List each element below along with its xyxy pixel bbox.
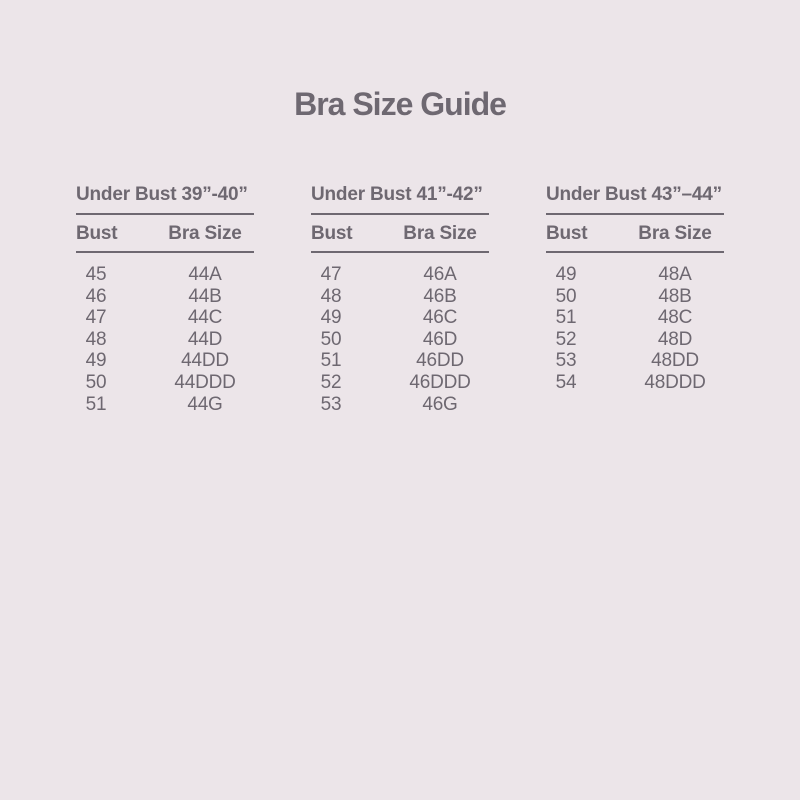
table-row — [76, 350, 254, 372]
table-row — [311, 372, 489, 394]
bra-size-value: 48D — [657, 328, 693, 350]
bra-size-value: 44A — [188, 264, 222, 285]
table-row — [311, 264, 489, 286]
size-table-underbust-39-40 — [76, 185, 254, 415]
bra-size-value: 44G — [187, 393, 223, 415]
table-row — [546, 329, 724, 351]
bra-size-value: 48DD — [651, 350, 699, 372]
column-header-bra-size: Bra Size — [403, 223, 477, 244]
bra-size-value: 46B — [423, 285, 457, 307]
bust-value: 51 — [555, 307, 577, 329]
table-row — [311, 286, 489, 308]
bra-size-value: 44B — [188, 285, 222, 307]
bust-value: 50 — [85, 371, 107, 393]
column-header-bust: Bust — [311, 223, 353, 244]
bust-value: 51 — [85, 393, 107, 415]
table-header-row — [311, 215, 489, 253]
table-row — [76, 394, 254, 416]
bust-value: 48 — [320, 285, 342, 307]
bra-size-value: 46DD — [416, 350, 464, 372]
table-row — [76, 329, 254, 351]
bra-size-value: 44DD — [181, 350, 229, 372]
bust-value: 47 — [320, 264, 342, 285]
bust-value: 51 — [320, 350, 342, 372]
page-title: Bra Size Guide — [294, 86, 506, 122]
column-header-bust: Bust — [546, 223, 588, 244]
bust-value: 52 — [555, 328, 577, 350]
bust-value: 50 — [320, 328, 342, 350]
bust-value: 48 — [85, 328, 107, 350]
bra-size-value: 48C — [657, 307, 693, 329]
table-header-row — [546, 215, 724, 253]
table-row — [311, 394, 489, 416]
bra-size-value: 48B — [658, 285, 692, 307]
table-title: Under Bust 43”–44” — [546, 185, 724, 215]
bra-size-value: 46A — [423, 264, 457, 285]
table-row — [311, 329, 489, 351]
table-row — [311, 350, 489, 372]
bust-value: 46 — [85, 285, 107, 307]
bust-value: 49 — [85, 350, 107, 372]
table-row — [76, 264, 254, 286]
bust-value: 50 — [555, 285, 577, 307]
table-row — [546, 307, 724, 329]
table-body — [546, 253, 724, 394]
size-tables-container — [0, 185, 800, 415]
bra-size-value: 44C — [187, 307, 223, 329]
size-table-underbust-43-44 — [546, 185, 724, 394]
table-title: Under Bust 41”-42” — [311, 185, 489, 215]
bra-size-value: 48A — [658, 264, 692, 285]
bra-size-value: 44DDD — [174, 371, 236, 393]
table-row — [546, 350, 724, 372]
bra-size-value: 46C — [422, 307, 458, 329]
bust-value: 49 — [320, 307, 342, 329]
bust-value: 53 — [555, 350, 577, 372]
column-header-bra-size: Bra Size — [168, 223, 242, 244]
table-row — [76, 307, 254, 329]
table-body — [76, 253, 254, 415]
bra-size-value: 46DDD — [409, 371, 471, 393]
table-row — [546, 264, 724, 286]
table-title: Under Bust 39”-40” — [76, 185, 254, 215]
table-row — [76, 372, 254, 394]
table-header-row — [76, 215, 254, 253]
bust-value: 54 — [555, 371, 577, 393]
column-header-bra-size: Bra Size — [638, 223, 712, 244]
table-row — [76, 286, 254, 308]
bra-size-value: 48DDD — [644, 371, 706, 393]
size-table-underbust-41-42 — [311, 185, 489, 415]
bust-value: 49 — [555, 264, 577, 285]
table-row — [546, 286, 724, 308]
table-body — [311, 253, 489, 415]
bra-size-value: 46D — [422, 328, 458, 350]
bust-value: 52 — [320, 371, 342, 393]
bust-value: 47 — [85, 307, 107, 329]
table-row — [546, 372, 724, 394]
bust-value: 53 — [320, 393, 342, 415]
bra-size-value: 44D — [187, 328, 223, 350]
column-header-bust: Bust — [76, 223, 118, 244]
bra-size-value: 46G — [422, 393, 458, 415]
bust-value: 45 — [85, 264, 107, 285]
table-row — [311, 307, 489, 329]
